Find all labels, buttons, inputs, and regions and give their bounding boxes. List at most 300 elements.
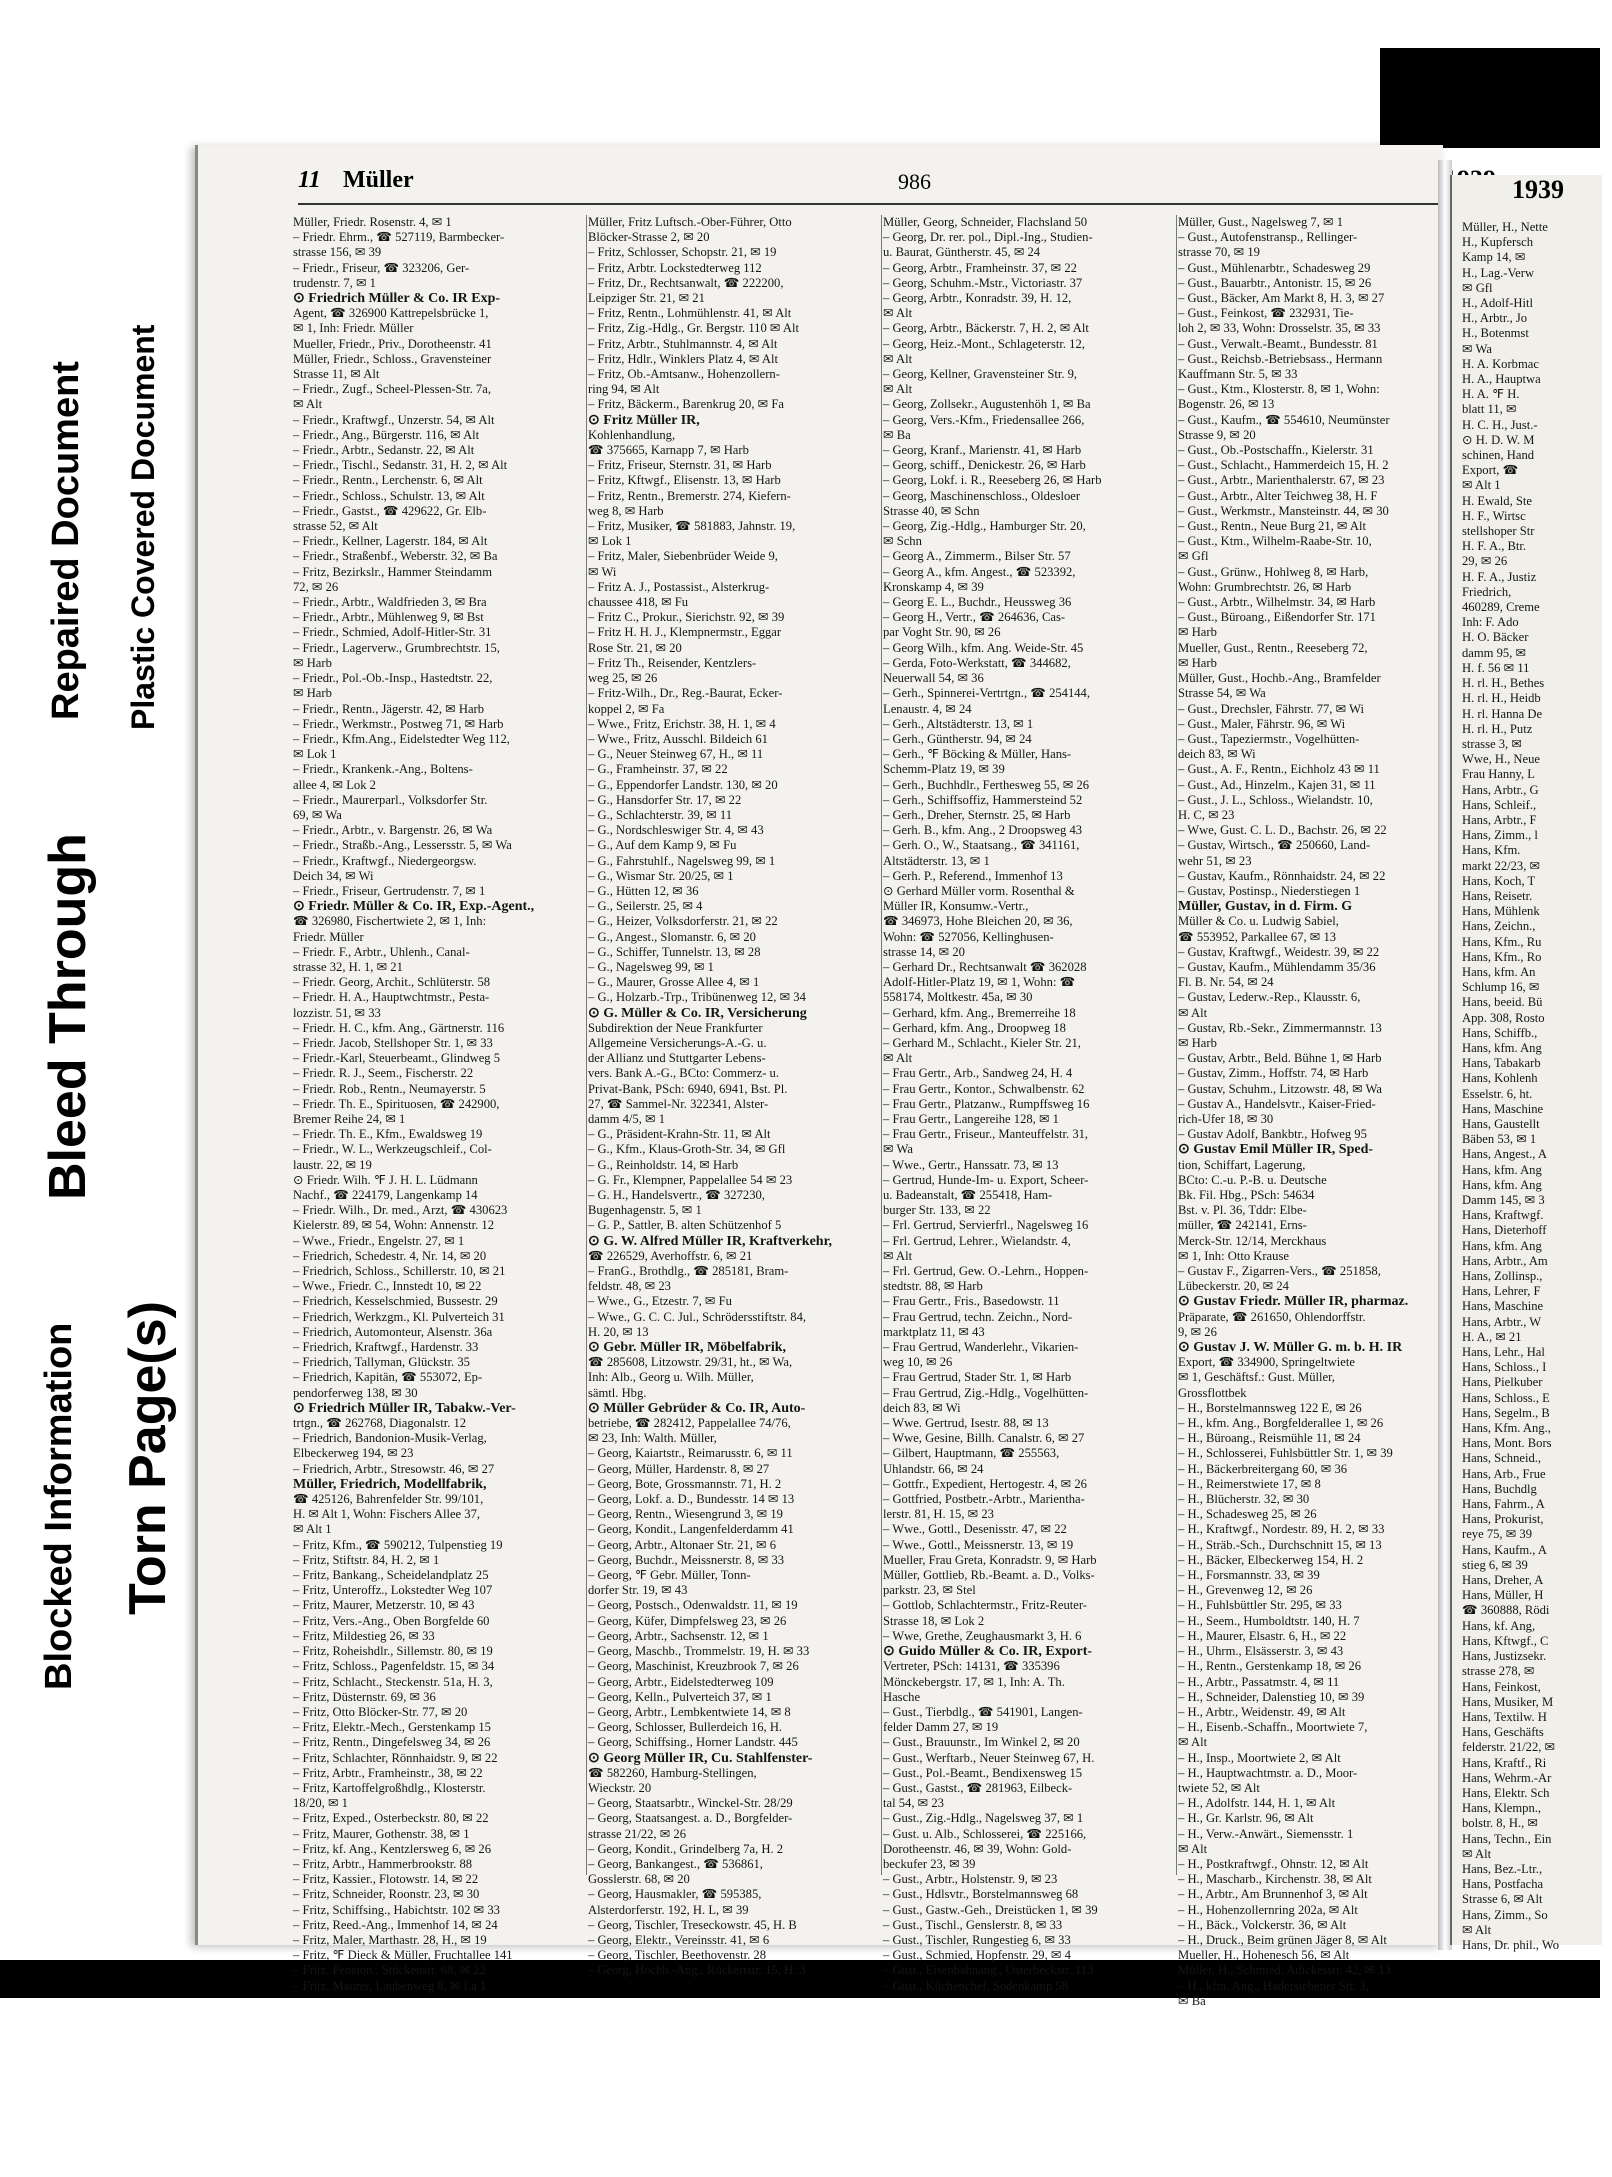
adjacent-entry: Hans, Arbtr., F	[1462, 812, 1537, 827]
adjacent-entry: Hans, Schloss., I	[1462, 1360, 1547, 1375]
adjacent-entry: Hans, Zollinsp.,	[1462, 1269, 1543, 1284]
directory-entry: beckufer 23, ✉ 39	[883, 1856, 976, 1871]
directory-entry: – Gust., Ktm., Klosterstr. 8, ✉ 1, Wohn:	[1178, 382, 1380, 397]
adjacent-entry: Hans, kfm. Ang	[1462, 1238, 1542, 1253]
directory-entry: ⊙ Friedr. Müller & Co. IR, Exp.-Agent.,	[293, 899, 535, 915]
directory-entry: – Friedr., Werkmstr., Postweg 71, ✉ Harb	[293, 716, 504, 731]
directory-entry: – Friedr., Ang., Bürgerstr. 116, ✉ Alt	[293, 427, 480, 442]
directory-entry: Leipziger Str. 21, ✉ 21	[588, 291, 705, 306]
directory-entry: – Friedrich, Kapitän, ☎ 553072, Ep-	[293, 1370, 483, 1385]
adjacent-entry: Hans, Prokurist,	[1462, 1512, 1544, 1527]
directory-entry: – Fritz A. J., Postassist., Alsterkrug-	[588, 579, 770, 594]
adjacent-entry: ✉ Gfl	[1462, 280, 1493, 295]
directory-entry: – Gustav, Rb.-Sekr., Zimmermannstr. 13	[1178, 1020, 1382, 1035]
directory-entry: – G., Wismar Str. 20/25, ✉ 1	[588, 868, 734, 883]
page-header	[298, 163, 1508, 205]
directory-entry: – Friedr. Th. E., Spirituosen, ☎ 242900,	[293, 1096, 500, 1111]
adjacent-entry: Hans, Kaufm., A	[1462, 1542, 1547, 1557]
directory-entry: strasse 70, ✉ 19	[1178, 245, 1260, 260]
directory-entry: – Fritz, Schneider, Roonstr. 23, ✉ 30	[293, 1887, 480, 1902]
directory-entry: trtgn., ☎ 262768, Diagonalstr. 12	[293, 1416, 467, 1431]
directory-entry: – Gust., Rentn., Neue Burg 21, ✉ Alt	[1178, 519, 1367, 534]
adjacent-entry: H. A. ℉ H.	[1462, 387, 1520, 402]
directory-entry: – H., Insp., Moortwiete 2, ✉ Alt	[1178, 1750, 1341, 1765]
adjacent-entry: ✉ Alt	[1462, 1922, 1492, 1937]
directory-entry: – Friedrich, Werkzgm., Kl. Pulverteich 31	[293, 1309, 505, 1324]
directory-entry: Müller, Gottlieb, Rb.-Beamt. a. D., Volks-	[883, 1568, 1095, 1583]
adjacent-entry: Hans, Elektr. Sch	[1462, 1785, 1550, 1800]
directory-entry: – G., Kfm., Klaus-Groth-Str. 34, ✉ Gfl	[588, 1142, 786, 1157]
directory-entry: – Georg, Zig.-Hdlg., Hamburger Str. 20,	[883, 519, 1086, 534]
adjacent-entry: H. rl. H., Putz	[1462, 721, 1533, 736]
directory-entry: – Gust., A. F., Rentn., Eichholz 43 ✉ 11	[1178, 762, 1380, 777]
directory-entry: – Georg, Küfer, Dimpfelsweg 23, ✉ 26	[588, 1613, 787, 1628]
directory-entry: – Gerh., Güntherstr. 94, ✉ 24	[883, 731, 1032, 746]
directory-entry: – Frau Gertrud, techn. Zeichn., Nord-	[883, 1309, 1073, 1324]
adjacent-entry: Hans, Kfm., Ro	[1462, 949, 1542, 964]
directory-entry: – G. H., Handelsvertr., ☎ 327230,	[588, 1188, 765, 1202]
directory-entry: – Fritz, Ob.-Amtsanw., Hohenzollern-	[588, 367, 780, 382]
directory-entry: ☎ 285608, Litzowstr. 29/31, ht., ✉ Wa,	[588, 1355, 793, 1370]
directory-entry: – Fritz, Arbtr., Hammerbrookstr. 88	[293, 1856, 473, 1871]
directory-entry: Müller, H., Schmied, Adickesstr. 42, ✉ 13	[1178, 1963, 1391, 1978]
directory-entry: – Georg E. L., Buchdr., Heussweg 36	[883, 595, 1072, 610]
adjacent-entry: H., Arbtr., Jo	[1462, 311, 1528, 326]
directory-entry: Strasse 40, ✉ Schn	[883, 503, 980, 518]
directory-entry: – H., Bäck., Volckerstr. 36, ✉ Alt	[1178, 1917, 1347, 1932]
directory-entry: – Fritz, Vers.-Ang., Oben Borgfelde 60	[293, 1613, 490, 1628]
directory-entry: – Georg, Kondit., Langenfelderdamm 41	[588, 1522, 794, 1537]
directory-entry: – Fritz, Reed.-Ang., Immenhof 14, ✉ 24	[293, 1917, 498, 1932]
directory-entry: loh 2, ✉ 33, Wohn: Drosselstr. 35, ✉ 33	[1178, 321, 1381, 336]
directory-entry: Strasse 18, ✉ Lok 2	[883, 1613, 985, 1628]
adjacent-entry: H. f. 56 ✉ 11	[1462, 660, 1530, 675]
directory-entry: lerstr. 81, H. 15, ✉ 23	[883, 1507, 994, 1522]
directory-entry: – Fritz, Bankang., Scheidelandplatz 25	[293, 1568, 489, 1583]
directory-entry: – H., Büroang., Reismühle 11, ✉ 24	[1178, 1431, 1361, 1446]
directory-entry: – Gust., J. L., Schloss., Wielandstr. 10,	[1178, 792, 1373, 807]
directory-entry: – Gerh., Dreher, Sternstr. 25, ✉ Harb	[883, 807, 1071, 822]
directory-entry: – G. Fr., Klempner, Pappelallee 54 ✉ 23	[588, 1172, 793, 1187]
directory-entry: – G., Maurer, Grosse Allee 4, ✉ 1	[588, 975, 760, 990]
directory-entry: – Gust., Zig.-Hdlg., Nagelsweg 37, ✉ 1	[883, 1811, 1084, 1826]
adjacent-entry: H. A. Korbmac	[1462, 356, 1539, 371]
adjacent-entry: Hans, Maschine	[1462, 1101, 1544, 1116]
directory-entry: ✉ Gfl	[1178, 549, 1209, 564]
directory-entry: betriebe, ☎ 282412, Pappelallee 74/76,	[588, 1416, 791, 1431]
directory-entry: – G., Präsident-Krahn-Str. 11, ✉ Alt	[588, 1127, 771, 1142]
directory-entry: – Gustav, Kaufm., Rönnhaidstr. 24, ✉ 22	[1178, 868, 1386, 883]
directory-entry: ✉ Harb	[1178, 655, 1217, 670]
directory-entry: – Gust., Büroang., Eißendorfer Str. 171	[1178, 610, 1376, 625]
column-divider	[586, 215, 587, 1875]
directory-entry: – Fritz H. H. J., Klempnermstr., Eggar	[588, 625, 782, 640]
directory-entry: – Georg, Lokf. a. D., Bundesstr. 14 ✉ 13	[588, 1492, 795, 1507]
adjacent-entry: Hans, Arbtr., W	[1462, 1314, 1542, 1329]
adjacent-entry: Hans, Mont. Bors	[1462, 1436, 1552, 1451]
directory-entry: – Fritz, Kftwgf., Elisenstr. 13, ✉ Harb	[588, 473, 781, 488]
directory-entry: – Gust., Arbtr., Alter Teichweg 38, H. F	[1178, 488, 1378, 503]
directory-entry: – Friedr. Ehrm., ☎ 527119, Barmbecker-	[293, 230, 505, 245]
directory-entry: tal 54, ✉ 23	[883, 1796, 944, 1811]
adjacent-entry: Hans, Zimm., So	[1462, 1907, 1548, 1922]
directory-entry: – Frau Gertrud, Stader Str. 1, ✉ Harb	[883, 1370, 1072, 1385]
directory-entry: Müller & Co. u. Ludwig Sabiel,	[1178, 914, 1339, 929]
directory-entry: – Wwe., Fritz, Erichstr. 38, H. 1, ✉ 4	[588, 716, 776, 731]
adjacent-entry: strasse 3, ✉	[1462, 736, 1522, 751]
directory-entry: – H., Rentn., Gerstenkamp 18, ✉ 26	[1178, 1659, 1361, 1674]
directory-entry: – Fritz, Stiftstr. 84, H. 2, ✉ 1	[293, 1552, 440, 1567]
directory-entry: – Friedr., Schmied, Adolf-Hitler-Str. 31	[293, 625, 492, 640]
directory-entry: – Georg, Lokf. i. R., Reeseberg 26, ✉ Harb	[883, 473, 1102, 488]
directory-entry: Mueller, Gust., Rentn., Reeseberg 72,	[1178, 640, 1368, 655]
directory-entry: Grossflottbek	[1178, 1385, 1247, 1400]
adjacent-entry: Hans, Buchdlg	[1462, 1481, 1537, 1496]
directory-entry: – Friedr. Rob., Rentn., Neumayerstr. 5	[293, 1081, 486, 1096]
directory-entry: ✉ Alt	[883, 1248, 913, 1263]
directory-entry: – Fritz, Dr., Rechtsanwalt, ☎ 222200,	[588, 275, 784, 290]
directory-entry: rich-Ufer 18, ✉ 30	[1178, 1111, 1274, 1126]
adjacent-entry: Hans, Schloss., E	[1462, 1390, 1550, 1405]
directory-entry: – Frl. Gertrud, Gew. O.-Lehrn., Hoppen-	[883, 1264, 1089, 1279]
directory-entry: Privat-Bank, PSch: 6940, 6941, Bst. Pl.	[588, 1081, 788, 1096]
directory-entry: – Georg, Bote, Grossmannstr. 71, H. 2	[588, 1476, 782, 1491]
directory-entry: Lübeckerstr. 20, ✉ 24	[1178, 1279, 1289, 1294]
directory-entry: 558174, Moltkestr. 45a, ✉ 30	[883, 990, 1033, 1005]
directory-entry: 27, ☎ Sammel-Nr. 322341, Alster-	[588, 1096, 769, 1111]
adjacent-entry: stieg 6, ✉ 39	[1462, 1557, 1528, 1572]
directory-entry: – Georg, Kaiartstr., Reimarusstr. 6, ✉ 11	[588, 1446, 793, 1461]
directory-entry: – Friedr., Rentn., Lerchenstr. 6, ✉ Alt	[293, 473, 483, 488]
directory-entry: – H., Bäcker, Elbeckerweg 154, H. 2	[1178, 1552, 1364, 1567]
directory-column-1	[293, 215, 573, 1993]
directory-entry: – Gust., Gastw.-Geh., Dreistücken 1, ✉ 39	[883, 1902, 1098, 1917]
directory-entry: – Friedrich, Kesselschmied, Bussestr. 29	[293, 1294, 498, 1309]
directory-entry: – H., kfm. Ang., Hadersiebener Str. 3,	[1178, 1978, 1369, 1993]
adjacent-entry: Hans, Feinkost,	[1462, 1679, 1541, 1694]
directory-entry: – H., Forsmannstr. 33, ✉ 39	[1178, 1568, 1320, 1583]
directory-entry: – Fritz, Unteroffz., Lokstedter Weg 107	[293, 1583, 493, 1598]
directory-entry: – Gust., Brauunstr., Im Winkel 2, ✉ 20	[883, 1735, 1080, 1750]
directory-entry: Kauffmann Str. 5, ✉ 33	[1178, 367, 1298, 382]
adjacent-entry: Inh: F. Ado	[1462, 615, 1519, 630]
directory-entry: – Friedr., Maurerparl., Volksdorfer Str.	[293, 792, 488, 807]
directory-entry: – Georg, Vers.-Kfm., Friedensallee 266,	[883, 412, 1085, 427]
directory-entry: – Friedrich, Schedestr. 4, Nr. 14, ✉ 20	[293, 1248, 487, 1263]
directory-entry: – Fritz, Schlachter, Rönnhaidstr. 9, ✉ 22	[293, 1750, 498, 1765]
directory-entry: – G., Heizer, Volksdorferstr. 21, ✉ 22	[588, 914, 778, 929]
adjacent-entry: Strasse 6, ✉ Alt	[1462, 1892, 1543, 1907]
directory-entry: Inh: Alb., Georg u. Wilh. Müller,	[588, 1370, 754, 1385]
directory-entry: par Voght Str. 90, ✉ 26	[883, 625, 1001, 640]
directory-entry: Müller, Gustav, in d. Firm. G	[1178, 899, 1353, 915]
directory-entry: – H., Verw.-Anwärt., Siemensstr. 1	[1178, 1826, 1354, 1841]
adjacent-entry: Friedrich,	[1462, 584, 1512, 599]
directory-entry: ✉ 1, Inh: Otto Krause	[1178, 1248, 1289, 1263]
directory-entry: – Fritz, Rentn., Lohmühlenstr. 41, ✉ Alt	[588, 306, 792, 321]
directory-entry: – Friedr., Kraftwgf., Niedergeorgsw.	[293, 853, 477, 868]
directory-entry: Friedr. Müller	[293, 929, 364, 944]
directory-entry: Strasse 54, ✉ Wa	[1178, 686, 1266, 701]
adjacent-entry: Hans, Segelm., B	[1462, 1405, 1550, 1420]
directory-entry: – Gust., Autofenstransp., Rellinger-	[1178, 230, 1358, 245]
directory-entry: H. 20, ✉ 13	[588, 1324, 649, 1339]
adjacent-entry: Hans, Postfacha	[1462, 1877, 1544, 1892]
directory-entry: – Fritz, Arbtr. Lockstedterweg 112	[588, 260, 762, 275]
directory-entry: – Friedr., Lagerverw., Grumbrechtstr. 15,	[293, 640, 500, 655]
directory-entry: – Wwe., Gertr., Hanssatr. 73, ✉ 13	[883, 1157, 1059, 1172]
directory-entry: – Friedr., Arbtr., v. Bargenstr. 26, ✉ Wa	[293, 823, 493, 838]
directory-entry: – H., Arbtr., Passatmstr. 4, ✉ 11	[1178, 1674, 1340, 1689]
directory-entry: – Gust., Tapeziermstr., Vogelhütten-	[1178, 731, 1360, 746]
directory-entry: Wohn: Grumbrechtstr. 26, ✉ Harb	[1178, 579, 1352, 594]
directory-entry: – Friedrich, Kraftwgf., Hardenstr. 33	[293, 1340, 479, 1355]
directory-entry: ☎ 553952, Parkallee 67, ✉ 13	[1178, 929, 1337, 944]
directory-entry: – G., Framheinstr. 37, ✉ 22	[588, 762, 728, 777]
directory-entry: – Gust., Tischler, Rungestieg 6, ✉ 33	[883, 1932, 1071, 1947]
directory-entry: – Georg, Arbtr., Lembkentwiete 14, ✉ 8	[588, 1704, 791, 1719]
directory-entry: – Friedr., Straßenbf., Weberstr. 32, ✉ Ba	[293, 549, 498, 564]
directory-entry: ⊙ Friedr. Wilh. ℉ J. H. L. Lüdmann	[293, 1172, 478, 1187]
directory-entry: – Georg, Bankangest., ☎ 536861,	[588, 1856, 763, 1871]
directory-entry: Fl. B. Nr. 54, ✉ 24	[1178, 975, 1274, 990]
directory-entry: – Georg H., Vertr., ☎ 264636, Cas-	[883, 610, 1066, 625]
directory-entry: – Fritz, Maurer, Gothenstr. 38, ✉ 1	[293, 1826, 470, 1841]
directory-entry: – Fritz, Kartoffelgroßhdlg., Klosterstr.	[293, 1780, 486, 1795]
directory-entry: – Georg, Elektr., Vereinsstr. 41, ✉ 6	[588, 1932, 770, 1947]
directory-entry: – Fritz, Hdlr., Winklers Platz 4, ✉ Alt	[588, 351, 778, 366]
adjacent-entry: strasse 278, ✉	[1462, 1664, 1535, 1679]
label-blocked-information: Blocked Information	[38, 1322, 80, 1690]
directory-entry: – G., Nordschleswiger Str. 4, ✉ 43	[588, 823, 764, 838]
directory-entry: – G., Schiffer, Tunnelstr. 13, ✉ 28	[588, 944, 761, 959]
directory-entry: Gosslerstr. 68, ✉ 20	[588, 1872, 690, 1887]
directory-entry: Kronskamp 4, ✉ 39	[883, 579, 984, 594]
directory-entry: – Georg, Arbtr., Bäckerstr. 7, H. 2, ✉ Alt	[883, 321, 1089, 336]
directory-entry: – Fritz, ℉ Dieck & Müller, Fruchtallee 141	[293, 1948, 513, 1963]
directory-entry: – Wwe, Grethe, Zeughausmarkt 3, H. 6	[883, 1628, 1082, 1643]
adjacent-entry: felderstr. 21/22, ✉	[1462, 1740, 1556, 1755]
directory-entry: Mönckebergstr. 17, ✉ 1, Inh: A. Th.	[883, 1674, 1065, 1689]
column-divider	[881, 215, 882, 1875]
label-torn-pages: Torn Page(s)	[119, 1301, 177, 1615]
adjacent-entry: Wwe, H., Neue	[1462, 752, 1540, 767]
directory-entry: – Gust., Feinkost, ☎ 232931, Tie-	[1178, 306, 1354, 321]
directory-entry: – Georg, Maschinenschloss., Oldesloer	[883, 488, 1081, 503]
adjacent-entry: Hans, Arbtr., Am	[1462, 1253, 1548, 1268]
adjacent-entry: Hans, Wehrm.-Ar	[1462, 1770, 1552, 1785]
adjacent-entry: Hans, Pielkuber	[1462, 1375, 1543, 1390]
adjacent-entry: Kamp 14, ✉	[1462, 250, 1526, 265]
directory-entry: Blöcker-Strasse 2, ✉ 20	[588, 230, 710, 245]
directory-entry: der Allianz und Stuttgarter Lebens-	[588, 1051, 766, 1066]
directory-entry: – H., Postkraftwgf., Ohnstr. 12, ✉ Alt	[1178, 1856, 1369, 1871]
directory-entry: ✉ Wi	[588, 564, 617, 579]
directory-entry: müller, ☎ 242141, Erns-	[1178, 1218, 1307, 1233]
directory-entry: – Friedr., Rentn., Jägerstr. 42, ✉ Harb	[293, 701, 485, 716]
directory-entry: ✉ Alt	[883, 306, 913, 321]
directory-entry: – Wwe., Friedr. C., Innstedt 10, ✉ 22	[293, 1279, 482, 1294]
directory-entry: – Friedr. F., Arbtr., Uhlenh., Canal-	[293, 944, 470, 959]
adjacent-entry: Hans, Tabakarb	[1462, 1056, 1541, 1071]
directory-entry: – Georg, Schlosser, Bullerdeich 16, H.	[588, 1720, 783, 1735]
directory-entry: strasse 14, ✉ 20	[883, 944, 965, 959]
directory-entry: ✉ Schn	[883, 534, 922, 549]
directory-entry: u. Baurat, Güntherstr. 45, ✉ 24	[883, 245, 1041, 260]
directory-entry: – Georg, Postsch., Odenwaldstr. 11, ✉ 19	[588, 1598, 798, 1613]
directory-entry: – Friedr., Friseur, ☎ 323206, Ger-	[293, 260, 470, 275]
directory-entry: Allgemeine Versicherungs-A.-G. u.	[588, 1035, 767, 1050]
directory-entry: – Friedr., Zugf., Scheel-Plessen-Str. 7a,	[293, 382, 491, 397]
directory-entry: trudenstr. 7, ✉ 1	[293, 275, 376, 290]
directory-entry: BCto: C.-u. P.-B. u. Deutsche	[1178, 1172, 1327, 1187]
adjacent-entry: H., Lag.-Verw	[1462, 265, 1535, 280]
directory-entry: – H., Gr. Karlstr. 96, ✉ Alt	[1178, 1811, 1314, 1826]
directory-entry: – Georg, Rentn., Wiesengrund 3, ✉ 19	[588, 1507, 783, 1522]
adjacent-entry: H. Ewald, Ste	[1462, 493, 1532, 508]
directory-entry: ✉ 1, Inh: Friedr. Müller	[293, 321, 414, 336]
adjacent-entry: bolstr. 8, H., ✉	[1462, 1816, 1538, 1831]
directory-entry: – Gerh., ℉ Böcking & Müller, Hans-	[883, 747, 1072, 762]
directory-entry: ✉ Wa	[883, 1142, 913, 1157]
adjacent-entry: H. A., ✉ 21	[1462, 1329, 1522, 1344]
directory-entry: ✉ Harb	[1178, 1035, 1217, 1050]
directory-entry: – Gottfried, Postbetr.-Arbtr., Marientha-	[883, 1492, 1085, 1507]
directory-entry: – H., Schneider, Dalenstieg 10, ✉ 39	[1178, 1689, 1365, 1704]
directory-entry: – Frau Gertr., Arb., Sandweg 24, H. 4	[883, 1066, 1073, 1081]
adjacent-entry: Schlump 16, ✉	[1462, 980, 1540, 995]
directory-entry: damm 4/5, ✉ 1	[588, 1111, 666, 1126]
directory-entry: – G., Reinholdstr. 14, ✉ Harb	[588, 1157, 739, 1172]
directory-entry: – Friedr., Pol.-Ob.-Insp., Hastedtstr. 22,	[293, 671, 493, 686]
directory-entry: ✉ Harb	[293, 655, 332, 670]
directory-entry: – Friedr. H. C., kfm. Ang., Gärtnerstr. 116	[293, 1020, 505, 1035]
directory-entry: koppel 2, ✉ Fa	[588, 701, 665, 716]
adjacent-entry: Hans, Kraftf., Ri	[1462, 1755, 1547, 1770]
directory-entry: – Georg, ℉ Gebr. Müller, Tonn-	[588, 1568, 751, 1583]
directory-entry: – G. P., Sattler, B. alten Schützenhof 5	[588, 1218, 782, 1233]
adjacent-entry: Hans, Kraftwgf.	[1462, 1208, 1544, 1223]
adjacent-entry: Hans, Gaustellt	[1462, 1116, 1540, 1131]
column-divider	[1176, 215, 1177, 1875]
directory-entry: – Gerda, Foto-Werkstatt, ☎ 344682,	[883, 655, 1071, 670]
directory-entry: ✉ Harb	[1178, 625, 1217, 640]
label-plastic-covered-document: Plastic Covered Document	[125, 324, 161, 730]
directory-entry: – Georg, Kellner, Gravensteiner Str. 9,	[883, 367, 1078, 382]
adjacent-entry: H. rl. H., Bethes	[1462, 676, 1545, 691]
directory-entry: ✉ Harb	[293, 686, 332, 701]
directory-entry: – Fritz, Schloss., Pagenfeldstr. 15, ✉ 34	[293, 1659, 495, 1674]
directory-entry: – Georg, Maschinist, Kreuzbrook 7, ✉ 26	[588, 1659, 799, 1674]
directory-entry: marktplatz 11, ✉ 43	[883, 1324, 985, 1339]
adjacent-entry: Hans, Dr. phil., Wo	[1462, 1937, 1560, 1952]
directory-entry: – Gerhard, kfm. Ang., Droopweg 18	[883, 1020, 1066, 1035]
adjacent-entry: H. rl. Hanna De	[1462, 706, 1543, 721]
header-name: Müller	[343, 167, 414, 193]
directory-entry: Kielerstr. 89, ✉ 54, Wohn: Annenstr. 12	[293, 1218, 495, 1233]
directory-entry: pendorferweg 138, ✉ 30	[293, 1385, 418, 1400]
directory-entry: – Gustav, Arbtr., Beld. Bühne 1, ✉ Harb	[1178, 1051, 1382, 1066]
directory-entry: – Gust., Drechsler, Fährstr. 77, ✉ Wi	[1178, 701, 1364, 716]
directory-entry: – Gerh. O., W., Staatsang., ☎ 341161,	[883, 838, 1080, 853]
directory-entry: – Gust., Ad., Hinzelm., Kajen 31, ✉ 11	[1178, 777, 1376, 792]
directory-entry: – Gustav, Zimm., Hoffstr. 74, ✉ Harb	[1178, 1066, 1369, 1081]
directory-entry: – Georg, Schiffsing., Horner Landstr. 445	[588, 1735, 798, 1750]
directory-entry: sämtl. Hbg.	[588, 1385, 647, 1400]
adjacent-entry: Hans, Kohlenh	[1462, 1071, 1538, 1086]
adjacent-entry: H. C. H., Just.-	[1462, 417, 1538, 432]
directory-entry: – Friedr., Friseur, Gertrudenstr. 7, ✉ 1	[293, 883, 486, 898]
directory-entry: – Friedr. Th. E., Kfm., Ewaldsweg 19	[293, 1127, 483, 1142]
directory-entry: ⊙ Müller Gebrüder & Co. IR, Auto-	[588, 1400, 806, 1416]
directory-entry: Strasse 9, ✉ 20	[1178, 427, 1256, 442]
directory-entry: Wieckstr. 20	[588, 1780, 652, 1795]
adjacent-entry: Hans, Mühlenk	[1462, 904, 1540, 919]
adjacent-entry: Müller, H., Nette	[1462, 220, 1548, 234]
directory-entry: Neuerwall 54, ✉ 36	[883, 671, 984, 686]
directory-entry: – Georg A., Zimmerm., Bilser Str. 57	[883, 549, 1071, 564]
directory-entry: – Georg, Kranf., Marienstr. 41, ✉ Harb	[883, 443, 1082, 458]
directory-entry: – Fritz, Schiffsing., Habichtstr. 102 ✉ 33	[293, 1902, 500, 1917]
adjacent-entry: Hans, beeid. Bü	[1462, 995, 1543, 1010]
directory-entry: ☎ 346973, Hohe Bleichen 20, ✉ 36,	[883, 914, 1073, 929]
directory-entry: – Friedr., Kfm.Ang., Eidelstedter Weg 112,	[293, 731, 510, 746]
directory-entry: Schemm-Platz 19, ✉ 39	[883, 762, 1005, 777]
directory-entry: – G., Seilerstr. 25, ✉ 4	[588, 899, 703, 914]
adjacent-entry: Hans, Justizsekr.	[1462, 1649, 1547, 1664]
directory-entry: – Friedr. Wilh., Dr. med., Arzt, ☎ 430623	[293, 1203, 508, 1218]
directory-entry: – Gust., Reichsb.-Betriebsass., Hermann	[1178, 351, 1383, 366]
directory-entry: lozzistr. 51, ✉ 33	[293, 1005, 381, 1020]
directory-entry: Strasse 11, ✉ Alt	[293, 367, 380, 382]
directory-entry: – Fritz, Düsternstr. 69, ✉ 36	[293, 1689, 436, 1704]
adjacent-entry: H. A., Hauptwa	[1462, 372, 1541, 387]
label-repaired-document: Repaired Document	[45, 361, 87, 720]
directory-entry: – Gust., Grünw., Hohlweg 8, ✉ Harb,	[1178, 564, 1369, 579]
directory-entry: – Fritz, Roheishdlr., Sillemstr. 80, ✉ 19	[293, 1644, 493, 1659]
directory-entry: – Gilbert, Hauptmann, ☎ 255563,	[883, 1446, 1060, 1461]
directory-entry: – Georg, Arbtr., Altonaer Str. 21, ✉ 6	[588, 1537, 777, 1552]
directory-entry: Müller, Friedr. Rosenstr. 4, ✉ 1	[293, 215, 452, 229]
directory-entry: – Georg, schiff., Denickestr. 26, ✉ Harb	[883, 458, 1086, 473]
directory-entry: weg 8, ✉ Harb	[588, 503, 664, 518]
adjacent-entry: Hans, Zeichn.,	[1462, 919, 1536, 934]
directory-entry: – Gustav, Kaufm., Mühlendamm 35/36	[1178, 959, 1376, 974]
directory-entry: Mueller, Frau Greta, Konradstr. 9, ✉ Harb	[883, 1552, 1097, 1567]
directory-entry: – G., Hütten 12, ✉ 36	[588, 883, 699, 898]
directory-entry: – Gustav, Lederw.-Rep., Klausstr. 6,	[1178, 990, 1361, 1005]
directory-entry: Müller IR, Konsumw.-Vertr.,	[883, 899, 1029, 914]
directory-entry: – Georg, Hausmakler, ☎ 595385,	[588, 1887, 762, 1902]
directory-entry: – Gerh., Schiffsoffiz, Hammersteind 52	[883, 792, 1083, 807]
directory-entry: ring 94, ✉ Alt	[588, 382, 660, 397]
directory-entry: – Gottfr., Expedient, Hertogestr. 4, ✉ 26	[883, 1476, 1087, 1491]
directory-entry: allee 4, ✉ Lok 2	[293, 777, 376, 792]
directory-entry: ⊙ Georg Müller IR, Cu. Stahlfenster-	[588, 1750, 813, 1766]
directory-entry: – Frau Gertr., Kontor., Schwalbenstr. 62	[883, 1081, 1085, 1096]
directory-entry: ✉ 23, Inh: Walth. Müller,	[588, 1431, 717, 1446]
directory-entry: u. Badeanstalt, ☎ 255418, Ham-	[883, 1188, 1053, 1202]
directory-entry: – G., Fahrstuhlf., Nagelsweg 99, ✉ 1	[588, 853, 776, 868]
directory-entry: – Georg, Schuhm.-Mstr., Victoriastr. 37	[883, 275, 1083, 290]
adjacent-entry: H. rl. H., Heidb	[1462, 691, 1541, 706]
directory-entry: – Friedrich, Automonteur, Alsenstr. 36a	[293, 1324, 493, 1339]
directory-entry: – H., Arbtr., Am Brunnenhof 3, ✉ Alt	[1178, 1887, 1368, 1902]
directory-entry: – H., Blücherstr. 32, ✉ 30	[1178, 1492, 1310, 1507]
directory-entry: – Gust., Eisenbahnang., Osterbeckstr. 113	[883, 1963, 1094, 1978]
directory-entry: – Gust., Schlacht., Hammerdeich 15, H. 2	[1178, 458, 1389, 473]
directory-entry: – Friedr., Schloss., Schulstr. 13, ✉ Alt	[293, 488, 485, 503]
